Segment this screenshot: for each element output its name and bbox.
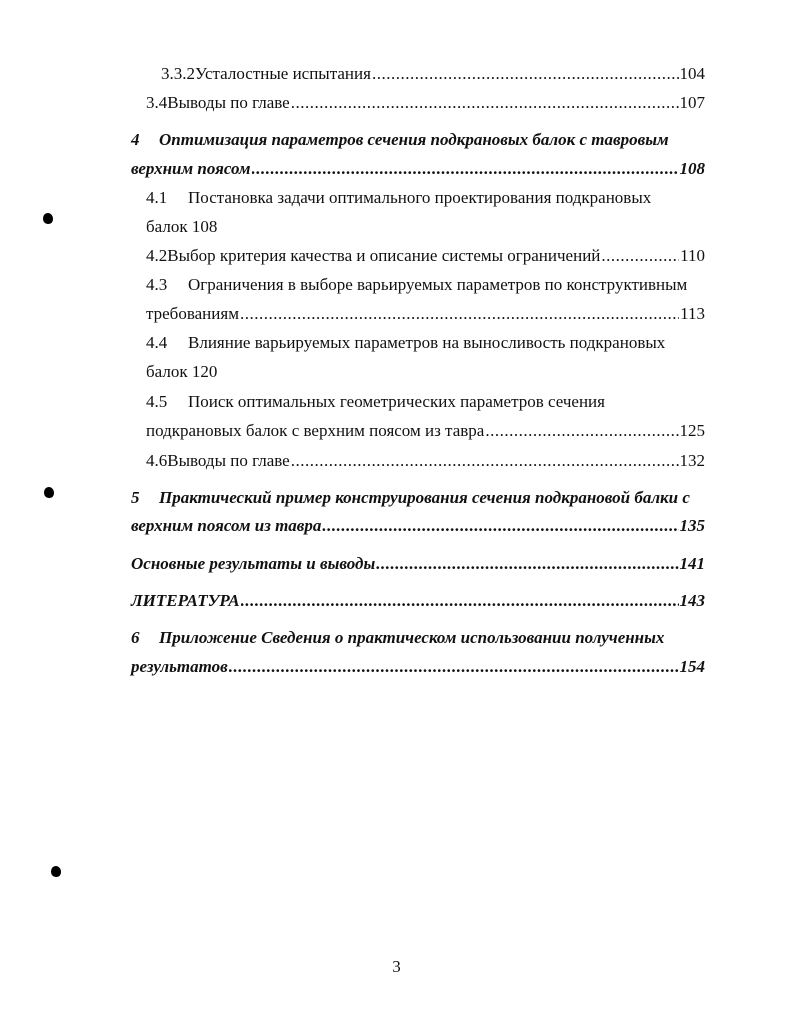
toc-entry-4-1-line2[interactable]	[146, 214, 705, 240]
dot-leader	[322, 513, 678, 539]
toc-entry-number: 6	[131, 628, 140, 647]
toc-entry-title: Основные результаты и выводы	[131, 554, 376, 573]
toc-chapter-6-line2[interactable]	[131, 654, 705, 680]
toc-entry-number: 3.4	[146, 93, 168, 112]
toc-entry-4-5-line1[interactable]	[146, 389, 705, 415]
toc-entry-title: Практический пример конструирования сечения подкрановой балки с	[159, 488, 690, 507]
toc-entry-4-2[interactable]	[146, 243, 705, 269]
page-number: 3	[392, 957, 401, 976]
toc-entry-number: 5	[131, 488, 140, 507]
scan-blot	[43, 213, 53, 224]
toc-entry-number: 4.4	[146, 333, 168, 352]
toc-entry-4-3-line2[interactable]	[146, 301, 705, 327]
toc-entry-page: 132	[679, 451, 705, 470]
toc-chapter-4-line1[interactable]	[131, 127, 705, 153]
toc-entry-title-cont: балок 120	[146, 362, 218, 381]
dot-leader	[229, 654, 679, 680]
dot-leader	[372, 61, 679, 87]
toc-entry-title: Выводы по главе	[167, 451, 290, 470]
dot-leader	[291, 448, 679, 474]
toc-literature[interactable]	[131, 588, 705, 614]
toc-entry-4-4-line1[interactable]	[146, 330, 705, 356]
toc-entry-page: 125	[679, 421, 705, 440]
toc-results[interactable]	[131, 551, 705, 577]
toc-entry-page: 113	[680, 304, 705, 323]
toc-entry-title-cont: балок 108	[146, 217, 218, 236]
toc-entry-title: Выбор критерия качества и описание системы ограничений	[167, 246, 601, 265]
toc-chapter-6-line1[interactable]	[131, 625, 705, 651]
toc-entry-title: Поиск оптимальных геометрических параметров сечения	[188, 392, 605, 411]
toc-entry-title-cont: верхним поясом	[131, 159, 251, 178]
toc-entry-title: Влияние варьируемых параметров на выносливость подкрановых	[188, 333, 666, 352]
dot-leader	[485, 418, 678, 444]
scan-blot	[44, 487, 54, 498]
toc-entry-number: 3.3.2	[161, 64, 195, 83]
toc-entry-number: 4.1	[146, 188, 168, 207]
toc-entry-title: Оптимизация параметров сечения подкрановых балок с тавровым	[159, 130, 669, 149]
toc-entry-4-6[interactable]	[146, 448, 705, 474]
toc-entry-3-3-2[interactable]	[161, 61, 705, 87]
toc-entry-title: Приложение Сведения о практическом использовании полученных	[159, 628, 665, 647]
toc-entry-page: 143	[679, 591, 705, 610]
toc-entry-title: Постановка задачи оптимального проектирования подкрановых	[188, 188, 652, 207]
toc-entry-page: 108	[679, 159, 705, 178]
scan-blot	[51, 866, 61, 877]
toc-entry-page: 135	[679, 516, 705, 535]
toc-entry-title: Ограничения в выборе варьируемых параметров по конструктивным	[188, 275, 688, 294]
dot-leader	[376, 551, 678, 577]
toc-entry-page: 110	[680, 246, 705, 265]
toc-entry-page: 107	[679, 93, 705, 112]
toc-entry-page: 104	[679, 64, 705, 83]
toc-entry-title: ЛИТЕРАТУРА	[131, 591, 240, 610]
toc-chapter-4-line2[interactable]	[131, 156, 705, 182]
dot-leader	[291, 90, 679, 116]
toc-chapter-5-line1[interactable]	[131, 485, 705, 511]
toc-entry-number: 4.6	[146, 451, 168, 470]
toc-entry-title-cont: требованиям	[146, 304, 239, 323]
toc-entry-page: 141	[679, 554, 705, 573]
dot-leader	[601, 243, 679, 269]
toc-entry-title-cont: верхним поясом из тавра	[131, 516, 322, 535]
toc-entry-title-cont: подкрановых балок с верхним поясом из тавра	[146, 421, 485, 440]
toc-entry-number: 4.5	[146, 392, 168, 411]
toc-entry-3-4[interactable]	[146, 90, 705, 116]
toc-chapter-5-line2[interactable]	[131, 513, 705, 539]
toc-entry-4-4-line2[interactable]	[146, 359, 705, 385]
toc-entry-number: 4.2	[146, 246, 168, 265]
toc-entry-4-3-line1[interactable]	[146, 272, 705, 298]
dot-leader	[240, 301, 679, 327]
toc-entry-title: Усталостные испытания	[195, 64, 371, 83]
toc-entry-4-5-line2[interactable]	[146, 418, 705, 444]
toc-entry-page: 154	[679, 657, 705, 676]
toc-entry-number: 4.3	[146, 275, 168, 294]
toc-entry-number: 4	[131, 130, 140, 149]
toc-entry-title: Выводы по главе	[167, 93, 290, 112]
toc-entry-4-1-line1[interactable]	[146, 185, 705, 211]
dot-leader	[252, 156, 679, 182]
dot-leader	[241, 588, 679, 614]
toc-entry-title-cont: результатов	[131, 657, 228, 676]
